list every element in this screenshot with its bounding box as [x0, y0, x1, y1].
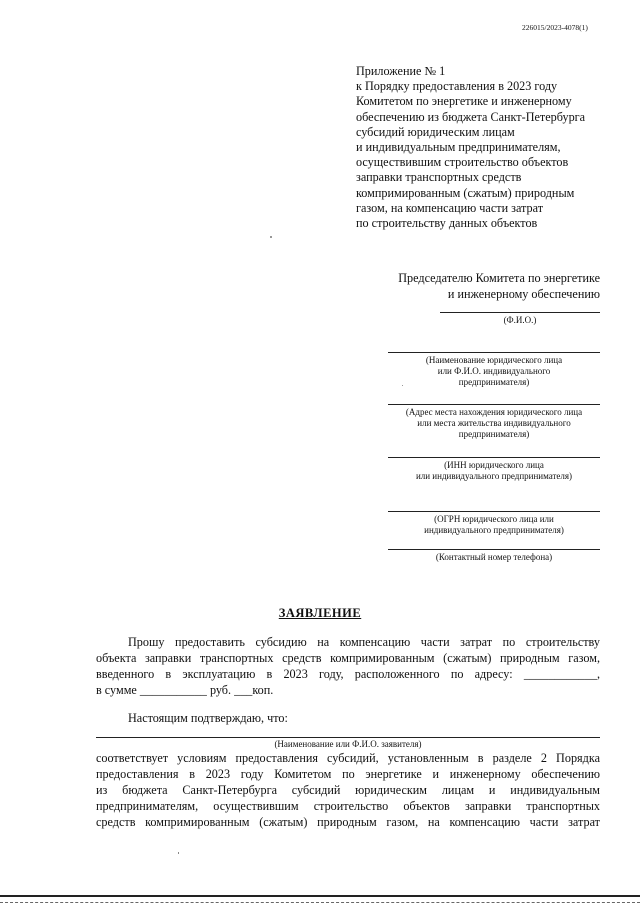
confirm-text: Настоящим подтверждаю, что:: [128, 711, 288, 725]
phone-field-line: [388, 549, 600, 550]
ogrn-field[interactable]: [388, 511, 600, 536]
compliance-line: предоставления в 2023 году Комитетом по энергетике и инженерному обеспечению: [96, 767, 600, 781]
phone-field[interactable]: [388, 549, 600, 563]
appendix-line: к Порядку предоставления в 2023 году: [356, 79, 558, 94]
address-field[interactable]: [388, 404, 600, 440]
appendix-line: компримированным (сжатым) природным: [356, 185, 575, 200]
inn-field-line: [388, 457, 600, 458]
request-amount-line: в сумме ___________ руб. ___коп.: [96, 683, 274, 697]
appendix-line: по строительству данных объектов: [356, 216, 538, 231]
applicant-name-label: (Наименование или Ф.И.О. заявителя): [274, 739, 422, 749]
request-paragraph: [96, 634, 600, 698]
phone-field-label: (Контактный номер телефона): [435, 552, 553, 562]
appendix-line: и индивидуальным предпринимателям,: [356, 140, 561, 155]
request-line: Прошу предоставить субсидию на компенсацию части затрат по строительству: [128, 635, 600, 649]
compliance-line: средств компримированным (сжатым) природным газом, на компенсацию части затрат: [96, 815, 600, 829]
applicant-name-field-line: [388, 352, 600, 353]
addressee-line: Председателю Комитета по энергетике: [398, 271, 600, 285]
inn-field-label: (ИНН юридического лица или индивидуального предпринимателя): [415, 460, 573, 481]
scan-speck: [402, 385, 403, 386]
fio-field[interactable]: [440, 312, 600, 326]
inn-field[interactable]: [388, 457, 600, 482]
fio-field-label: (Ф.И.О.): [503, 315, 537, 325]
request-line: введенного в эксплуатацию в 2023 году, расположенного по адресу: ____________,: [96, 667, 600, 681]
compliance-line: предпринимателям, осуществившим строительство объектов заправки транспортных: [96, 799, 600, 813]
appendix-line: обеспечению из бюджета Санкт-Петербурга: [356, 109, 586, 124]
document-id: 226015/2023-4078(1): [522, 23, 588, 32]
scan-bottom-edge: [0, 895, 640, 903]
appendix-header: [356, 64, 626, 231]
fio-field-line: [440, 312, 600, 313]
address-field-label: (Адрес места нахождения юридического лица или места жительства индивидуального предпринимателя): [405, 407, 583, 439]
ogrn-field-label: (ОГРН юридического лица или индивидуального предпринимателя): [424, 514, 564, 535]
scan-speck: [178, 852, 179, 854]
addressee-block: [380, 270, 600, 302]
ogrn-field-line: [388, 511, 600, 512]
appendix-line: заправки транспортных средств: [356, 170, 522, 185]
appendix-line: Приложение № 1: [356, 64, 446, 78]
appendix-line: осуществившим строительство объектов: [356, 155, 569, 170]
applicant-name-field[interactable]: [388, 352, 600, 388]
compliance-paragraph: [96, 750, 600, 830]
appendix-line: газом, на компенсацию части затрат: [356, 200, 544, 215]
addressee-line: и инженерному обеспечению: [447, 287, 600, 301]
request-line: объекта заправки транспортных средств компримированным (сжатым) природным газом,: [96, 651, 600, 665]
compliance-line: соответствует условиям предоставления субсидий, установленным в разделе 2 Порядка: [96, 751, 600, 765]
appendix-line: Комитетом по энергетике и инженерному: [356, 94, 572, 109]
applicant-name-field-label: (Наименование юридического лица или Ф.И.О. индивидуального предпринимателя): [425, 355, 563, 387]
compliance-line: из бюджета Санкт-Петербурга субсидий юридическим лицам и индивидуальным: [96, 783, 600, 797]
scan-speck: [270, 236, 272, 238]
applicant-name-line[interactable]: [96, 737, 600, 738]
document-title: ЗАЯВЛЕНИЕ: [278, 606, 362, 620]
appendix-line: субсидий юридическим лицам: [356, 124, 515, 139]
address-field-line: [388, 404, 600, 405]
